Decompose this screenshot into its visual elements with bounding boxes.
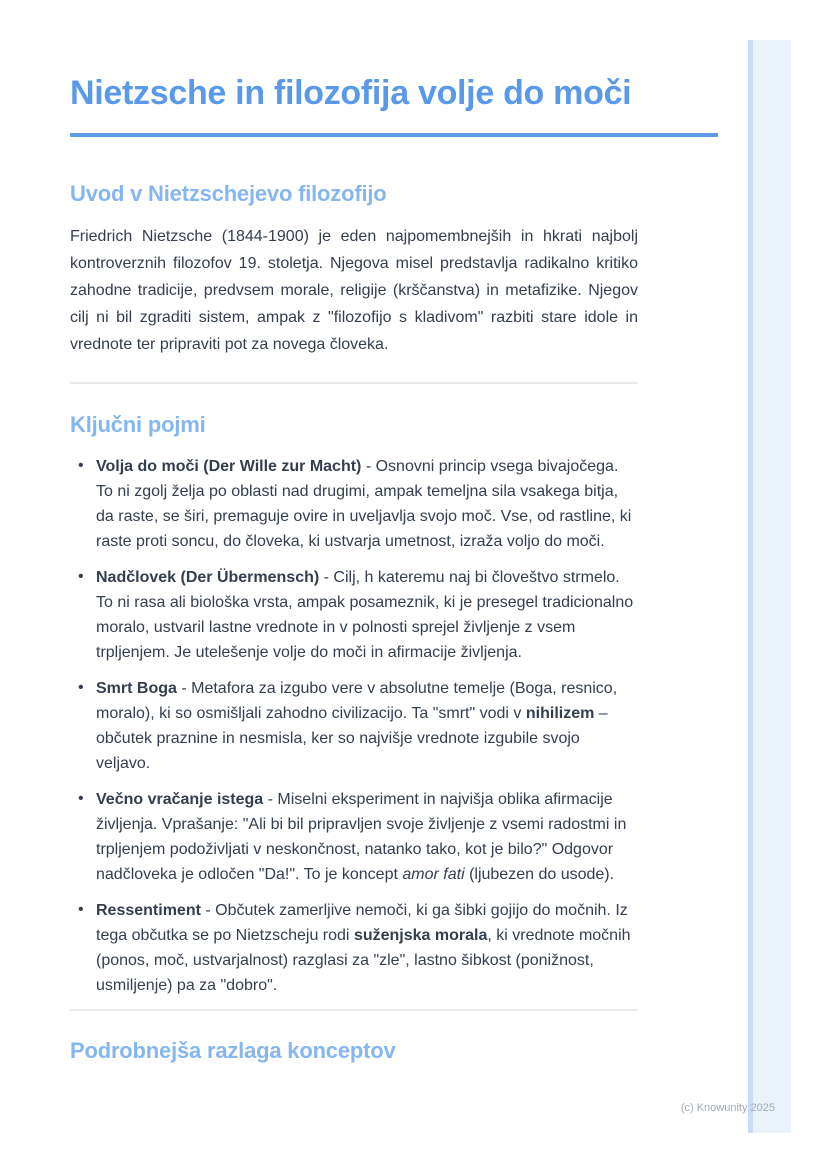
bullet-dot-icon: • [78, 679, 84, 696]
section-divider [70, 382, 638, 384]
document-content [70, 70, 718, 1066]
section-heading-details: Podrobnejša razlaga konceptov [70, 1038, 396, 1063]
bullet-dot-icon: • [78, 457, 84, 474]
section-divider [70, 1009, 638, 1011]
list-item [78, 787, 638, 887]
list-item-text: Večno vračanje istega - Miselni eksperiment in najvišja oblika afirmacije življenja. Vprašanje: "Ali bi bil pripravljen svoje življenje z vsemi radostmi in trpljenjem podoživljati v neskončnost, natanko tako, kot je bilo?" Odgovor nadčloveka je odločen "Da!". To je koncept amor fati (ljubezen do usode). [96, 791, 627, 883]
list-item [78, 565, 638, 665]
bullet-dot-icon: • [78, 568, 84, 585]
body-column [70, 179, 638, 1066]
bullet-dot-icon: • [78, 901, 84, 918]
list-item [78, 454, 638, 554]
section-heading-key-concepts: Ključni pojmi [70, 412, 206, 437]
key-concepts-list [70, 454, 638, 998]
list-item-text: Volja do moči (Der Wille zur Macht) - Osnovni princip vsega bivajočega. To ni zgolj želja po oblasti nad drugimi, ampak temeljna sila vsakega bitja, da raste, se širi, premaguje ovire in uveljavlja svojo moč. Vse, od rastline, ki raste proti soncu, do človeka, ki ustvarja umetnost, izraža voljo do moči. [96, 458, 632, 550]
section-heading-intro: Uvod v Nietzschejevo filozofijo [70, 181, 387, 206]
list-item [78, 898, 638, 998]
list-item-text: Nadčlovek (Der Übermensch) - Cilj, h kateremu naj bi človeštvo strmelo. To ni rasa ali biološka vrsta, ampak posameznik, ki je presegel tradicionalno moralo, ustvaril lastne vrednote in v polnosti sprejel življenje z vsem trpljenjem. Je utelešenje volje do moči in afirmacije življenja. [96, 569, 634, 661]
intro-paragraph: Friedrich Nietzsche (1844-1900) je eden najpomembnejših in hkrati najbolj kontroverznih filozofov 19. stoletja. Njegova misel predstavlja radikalno kritiko zahodne tradicije, predvsem morale, religije (krščanstva) in metafizike. Njegov cilj ni bil zgraditi sistem, ampak z "filozofijo s kladivom" razbiti stare idole in vrednote ter pripraviti pot za novega človeka. [70, 228, 638, 353]
bullet-dot-icon: • [78, 790, 84, 807]
page-edge-accent-bar [748, 40, 791, 1133]
page-title: Nietzsche in filozofija volje do moči [70, 74, 632, 112]
list-item-text: Ressentiment - Občutek zamerljive nemoči, ki ga šibki gojijo do močnih. Iz tega občutka se po Nietzscheju rodi suženjska morala, ki vrednote močnih (ponos, moč, ustvarjalnost) razglasi za "zle", lastno šibkost (ponižnost, usmiljenje) pa za "dobro". [96, 902, 631, 994]
title-underline-rule [70, 133, 718, 137]
list-item-text: Smrt Boga - Metafora za izgubo vere v absolutne temelje (Boga, resnico, moralo), ki so osmišljali zahodno civilizacijo. Ta "smrt" vodi v nihilizem – občutek praznine in nesmisla, ker so najvišje vrednote izgubile svojo veljavo. [96, 680, 618, 772]
list-item [78, 676, 638, 776]
copyright-footer: (c) Knowunity 2025 [680, 1102, 775, 1114]
